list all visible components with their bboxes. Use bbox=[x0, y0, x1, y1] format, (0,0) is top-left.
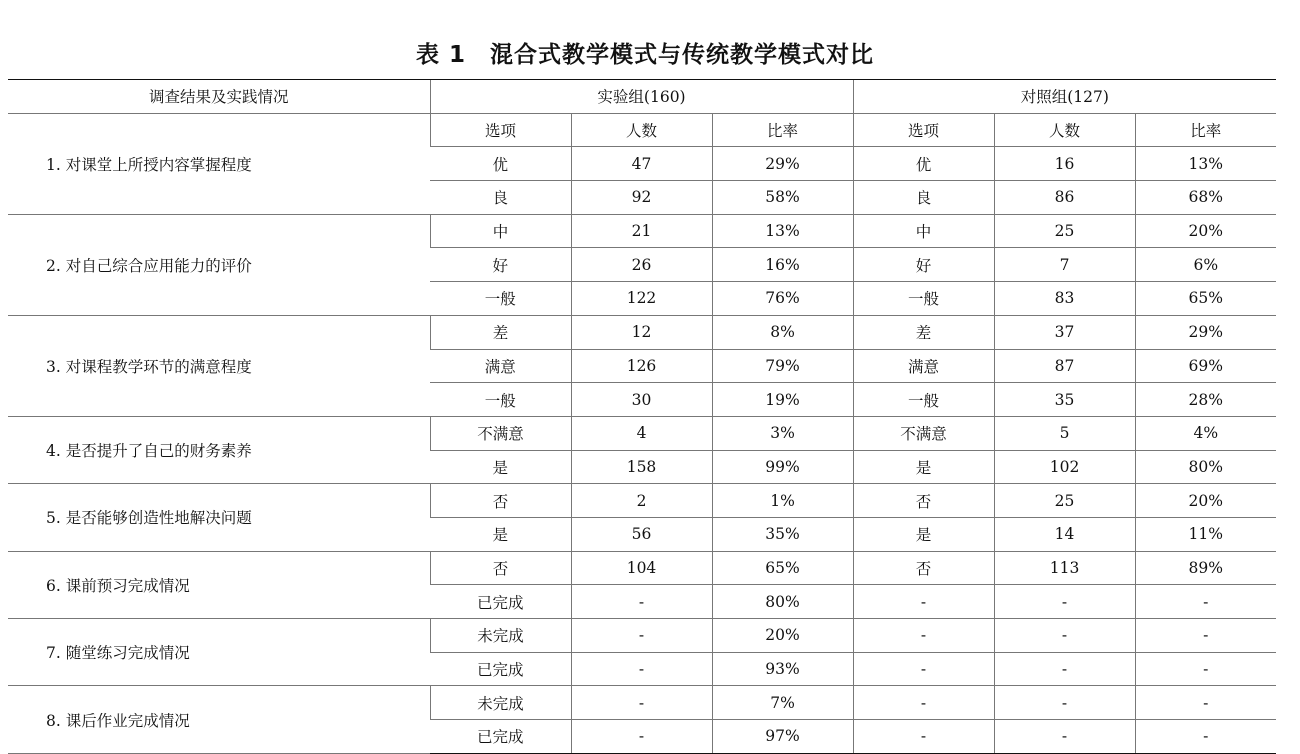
table-row bbox=[8, 551, 1276, 585]
table-cell: 否 bbox=[853, 551, 994, 585]
table-cell: 113 bbox=[994, 551, 1135, 585]
table-cell: 良 bbox=[853, 181, 994, 215]
table-cell: 6% bbox=[1135, 248, 1276, 282]
comparison-table bbox=[8, 79, 1276, 754]
table-cell: 83 bbox=[994, 282, 1135, 316]
table-cell: 21 bbox=[571, 214, 712, 248]
header-row bbox=[8, 80, 1276, 114]
table-cell: 69% bbox=[1135, 349, 1276, 383]
table-cell: 16% bbox=[712, 248, 853, 282]
question-label: 2. 对自己综合应用能力的评价 bbox=[8, 214, 430, 315]
table-cell: - bbox=[1135, 686, 1276, 720]
subheader-cell: 比率 bbox=[712, 113, 853, 147]
table-cell: - bbox=[853, 585, 994, 619]
table-cell: 26 bbox=[571, 248, 712, 282]
table-cell: - bbox=[994, 619, 1135, 653]
table-cell: 20% bbox=[1135, 214, 1276, 248]
table-cell: - bbox=[1135, 619, 1276, 653]
table-cell: 不满意 bbox=[430, 416, 571, 450]
table-row bbox=[8, 484, 1276, 518]
table-cell: - bbox=[994, 686, 1135, 720]
table-cell: 已完成 bbox=[430, 720, 571, 754]
table-cell: 12 bbox=[571, 315, 712, 349]
table-cell: 20% bbox=[712, 619, 853, 653]
question-label: 6. 课前预习完成情况 bbox=[8, 551, 430, 618]
table-cell: 不满意 bbox=[853, 416, 994, 450]
table-cell: 25 bbox=[994, 214, 1135, 248]
question-label: 5. 是否能够创造性地解决问题 bbox=[8, 484, 430, 551]
table-cell: 97% bbox=[712, 720, 853, 754]
table-cell: - bbox=[1135, 652, 1276, 686]
table-title: 表 1 混合式教学模式与传统教学模式对比 bbox=[415, 42, 874, 68]
table-cell: 122 bbox=[571, 282, 712, 316]
question-label: 4. 是否提升了自己的财务素养 bbox=[8, 416, 430, 483]
question-label: 1. 对课堂上所授内容掌握程度 bbox=[8, 113, 430, 214]
table-cell: 良 bbox=[430, 181, 571, 215]
table-cell: 否 bbox=[430, 551, 571, 585]
table-cell: - bbox=[994, 720, 1135, 754]
table-cell: 56 bbox=[571, 517, 712, 551]
table-cell: - bbox=[853, 720, 994, 754]
table-cell: 37 bbox=[994, 315, 1135, 349]
table-cell: 35 bbox=[994, 383, 1135, 417]
table-cell: 80% bbox=[1135, 450, 1276, 484]
table-cell: - bbox=[571, 585, 712, 619]
subheader-cell: 选项 bbox=[430, 113, 571, 147]
table-cell: 4% bbox=[1135, 416, 1276, 450]
table-cell: 79% bbox=[712, 349, 853, 383]
table-cell: - bbox=[571, 720, 712, 754]
table-cell: 优 bbox=[853, 147, 994, 181]
table-cell: 中 bbox=[430, 214, 571, 248]
table-cell: 13% bbox=[1135, 147, 1276, 181]
table-cell: 14 bbox=[994, 517, 1135, 551]
table-cell: 158 bbox=[571, 450, 712, 484]
table-cell: 58% bbox=[712, 181, 853, 215]
table-cell: 已完成 bbox=[430, 652, 571, 686]
table-cell: 99% bbox=[712, 450, 853, 484]
table-cell: - bbox=[571, 686, 712, 720]
table-cell: 一般 bbox=[430, 282, 571, 316]
table-cell: 102 bbox=[994, 450, 1135, 484]
table-cell: 68% bbox=[1135, 181, 1276, 215]
question-label: 8. 课后作业完成情况 bbox=[8, 686, 430, 753]
table-cell: 19% bbox=[712, 383, 853, 417]
table-cell: 优 bbox=[430, 147, 571, 181]
table-cell: 一般 bbox=[853, 282, 994, 316]
table-cell: 92 bbox=[571, 181, 712, 215]
table-cell: 30 bbox=[571, 383, 712, 417]
table-cell: 差 bbox=[430, 315, 571, 349]
table-cell: 86 bbox=[994, 181, 1135, 215]
table-cell: 是 bbox=[430, 450, 571, 484]
table-cell: 是 bbox=[430, 517, 571, 551]
table-cell: 是 bbox=[853, 450, 994, 484]
table-cell: 是 bbox=[853, 517, 994, 551]
table-cell: 20% bbox=[1135, 484, 1276, 518]
table-cell: 104 bbox=[571, 551, 712, 585]
table-cell: 7 bbox=[994, 248, 1135, 282]
table-cell: - bbox=[1135, 720, 1276, 754]
table-cell: - bbox=[853, 652, 994, 686]
question-label: 3. 对课程教学环节的满意程度 bbox=[8, 315, 430, 416]
table-cell: 16 bbox=[994, 147, 1135, 181]
table-cell: 80% bbox=[712, 585, 853, 619]
table-cell: - bbox=[571, 619, 712, 653]
table-cell: - bbox=[853, 686, 994, 720]
table-cell: 否 bbox=[853, 484, 994, 518]
table-cell: - bbox=[1135, 585, 1276, 619]
table-cell: 47 bbox=[571, 147, 712, 181]
header-control-group: 对照组(127) bbox=[853, 80, 1276, 114]
table-cell: - bbox=[994, 585, 1135, 619]
table-cell: 11% bbox=[1135, 517, 1276, 551]
table-cell: 一般 bbox=[430, 383, 571, 417]
table-row bbox=[8, 619, 1276, 653]
table-cell: 4 bbox=[571, 416, 712, 450]
table-cell: 76% bbox=[712, 282, 853, 316]
subheader-cell: 人数 bbox=[571, 113, 712, 147]
table-cell: 5 bbox=[994, 416, 1135, 450]
table-cell: 已完成 bbox=[430, 585, 571, 619]
table-cell: 1% bbox=[712, 484, 853, 518]
table-cell: 25 bbox=[994, 484, 1135, 518]
table-row bbox=[8, 416, 1276, 450]
table-cell: 87 bbox=[994, 349, 1135, 383]
table-cell: 35% bbox=[712, 517, 853, 551]
table-cell: 否 bbox=[430, 484, 571, 518]
table-cell: 29% bbox=[1135, 315, 1276, 349]
subheader-cell: 比率 bbox=[1135, 113, 1276, 147]
subheader-row bbox=[8, 113, 1276, 147]
table-cell: 65% bbox=[712, 551, 853, 585]
table-cell: 未完成 bbox=[430, 619, 571, 653]
table-cell: 满意 bbox=[430, 349, 571, 383]
table-row bbox=[8, 214, 1276, 248]
table-row bbox=[8, 686, 1276, 720]
table-cell: 差 bbox=[853, 315, 994, 349]
table-cell: 126 bbox=[571, 349, 712, 383]
table-cell: - bbox=[571, 652, 712, 686]
table-cell: 中 bbox=[853, 214, 994, 248]
header-experimental-group: 实验组(160) bbox=[430, 80, 853, 114]
subheader-cell: 选项 bbox=[853, 113, 994, 147]
table-cell: 2 bbox=[571, 484, 712, 518]
table-cell: 满意 bbox=[853, 349, 994, 383]
table-cell: 93% bbox=[712, 652, 853, 686]
table-cell: 89% bbox=[1135, 551, 1276, 585]
table-cell: 3% bbox=[712, 416, 853, 450]
table-cell: 好 bbox=[853, 248, 994, 282]
table-cell: 一般 bbox=[853, 383, 994, 417]
table-row bbox=[8, 315, 1276, 349]
table-cell: 未完成 bbox=[430, 686, 571, 720]
table-cell: - bbox=[853, 619, 994, 653]
table-cell: 28% bbox=[1135, 383, 1276, 417]
table-cell: 好 bbox=[430, 248, 571, 282]
table-cell: - bbox=[994, 652, 1135, 686]
table-cell: 8% bbox=[712, 315, 853, 349]
subheader-cell: 人数 bbox=[994, 113, 1135, 147]
table-cell: 29% bbox=[712, 147, 853, 181]
table-cell: 65% bbox=[1135, 282, 1276, 316]
table-cell: 7% bbox=[712, 686, 853, 720]
table-cell: 13% bbox=[712, 214, 853, 248]
question-label: 7. 随堂练习完成情况 bbox=[8, 619, 430, 686]
header-survey-items: 调查结果及实践情况 bbox=[8, 80, 430, 114]
